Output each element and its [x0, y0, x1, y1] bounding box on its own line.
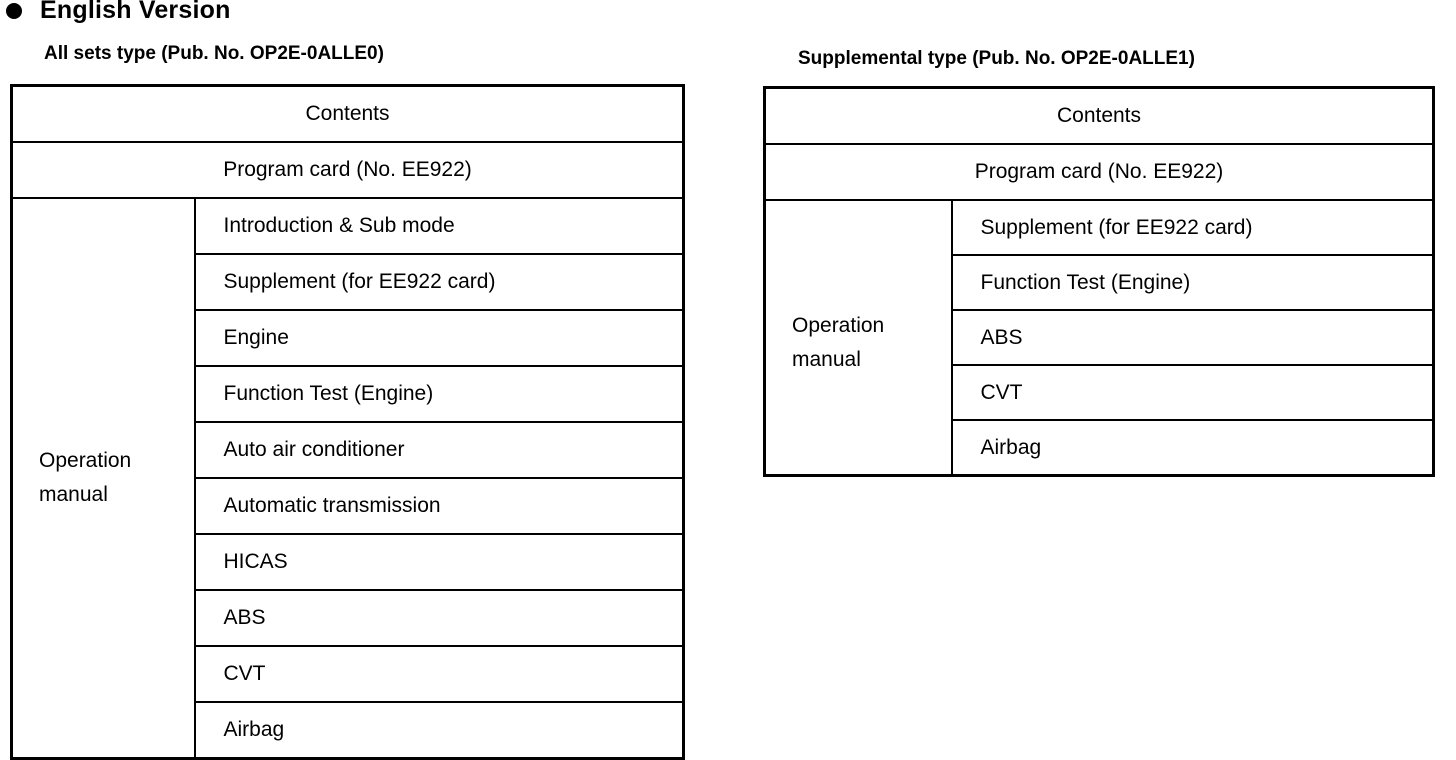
program-card-cell: Program card (No. EE922) [12, 142, 684, 198]
group-label-line1: Operation [792, 314, 885, 337]
manual-item: Airbag [195, 702, 684, 759]
operation-manual-label [765, 200, 952, 476]
bullet-icon [6, 3, 22, 19]
operation-manual-label [12, 198, 195, 759]
page-title [4, 0, 231, 25]
manual-item: Supplement (for EE922 card) [952, 200, 1434, 255]
manual-item: ABS [952, 310, 1434, 365]
contents-header: Contents [12, 86, 684, 143]
manual-item: Function Test (Engine) [195, 366, 684, 422]
table-row [12, 142, 684, 198]
group-label-line2: manual [39, 483, 108, 506]
manual-item: Airbag [952, 420, 1434, 476]
manual-item: Engine [195, 310, 684, 366]
manual-item: Introduction & Sub mode [195, 198, 684, 254]
table-row [12, 86, 684, 143]
all-sets-contents-table [10, 84, 685, 760]
table-row [12, 198, 684, 254]
all-sets-type-subtitle: All sets type (Pub. No. OP2E-0ALLE0) [44, 43, 384, 64]
manual-item: Automatic transmission [195, 478, 684, 534]
table-row [765, 200, 1434, 255]
manual-item: Function Test (Engine) [952, 255, 1434, 310]
manual-item: ABS [195, 590, 684, 646]
group-label-line2: manual [792, 348, 861, 371]
contents-header: Contents [765, 88, 1434, 145]
supplemental-contents-table [763, 86, 1435, 477]
group-label-line1: Operation [39, 449, 132, 472]
manual-item: Supplement (for EE922 card) [195, 254, 684, 310]
manual-item: CVT [952, 365, 1434, 420]
manual-item: CVT [195, 646, 684, 702]
program-card-cell: Program card (No. EE922) [765, 144, 1434, 200]
table-row [765, 144, 1434, 200]
supplemental-type-subtitle: Supplemental type (Pub. No. OP2E-0ALLE1) [798, 48, 1195, 69]
manual-item: HICAS [195, 534, 684, 590]
manual-item: Auto air conditioner [195, 422, 684, 478]
table-row [765, 88, 1434, 145]
page-title-text: English Version [40, 0, 231, 24]
